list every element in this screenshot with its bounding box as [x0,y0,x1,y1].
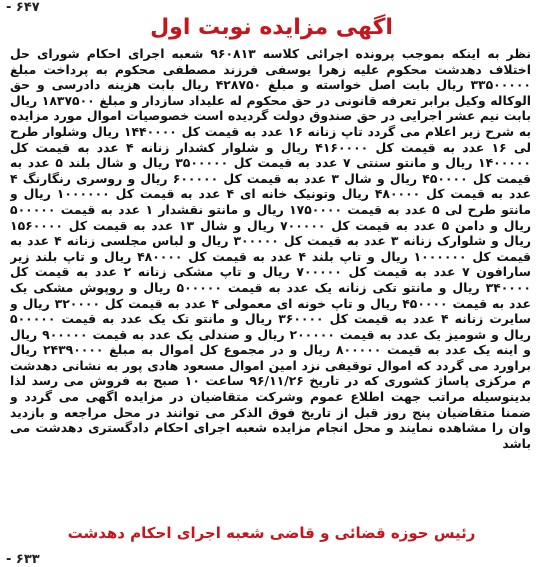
signature-line [10,519,533,547]
notice-title: اگهی مزایده نوبت اول [150,14,393,40]
page-number-bottom: - ۶۳۳ [6,552,40,567]
notice-body: نظر به اینکه بموجب پرونده اجرائی کلاسه ۹۶۰۸۱۳ شعبه اجرای احکام شورای حل اختلاف دهدشت محکوم علیه زهرا یوسفی فرزند مصطفی محکوم به پرداخت مبلغ ۳۳۵۰۰۰۰۰ ریال بابت اصل خواسته و مبلغ ۴۲۸۷۵۰ ریال بابت هزینه دادرسی و حق الوکاله وکیل برابر تعرفه قانونی در حق محکوم له علیداد سازدار و مبلغ ۱۸۳۷۵۰۰ ریال بابت نیم عشر اجرایی در حق صندوق دولت گردیده است خصوصیات اموال مورد مزایده به شرح زیر اعلام می گردد تاپ زنانه ۱۶ عدد به قیمت کل ۱۴۴۰۰۰۰ ریال وشلوار طرح لی ۱۶ عدد به قیمت کل ۴۱۶۰۰۰۰ ریال و شلوار کشدار زنانه ۴ عدد به قیمت کل ۱۴۰۰۰۰۰ ریال و مانتو سنتی ۷ عدد به قیمت کل ۳۵۰۰۰۰۰ ریال و شال بلند ۵ عدد به قیمت کل ۴۵۰۰۰۰ ریال و شال ۳ عدد به قیمت کل ۶۰۰۰۰۰ ریال و روسری رنگارنگ ۴ عدد به قیمت کل ۴۸۰۰۰۰ ریال وتونیک خانه ای ۴ عدد به قیمت کل ۱۰۰۰۰۰۰ ریال و مانتو طرح لی ۵ عدد به قیمت ۱۷۵۰۰۰۰ ریال و مانتو نقشدار ۱ عدد به قیمت ۵۰۰۰۰۰ ریال و دامن ۵ عدد به قیمت کل ۷۰۰۰۰۰ ریال و شال ۱۳ عدد به قیمت کل ۱۵۶۰۰۰۰ ریال و شلوارک زنانه ۳ عدد به قیمت کل ۳۰۰۰۰۰ ریال و لباس مجلسی زنانه ۴ عدد به قیمت کل ۱۰۰۰۰۰۰ ریال و تاپ بلند ۴ عدد به قیمت کل ۴۸۰۰۰۰ ریال و تاپ بلند زیر سارافون ۷ عدد به قیمت کل ۷۰۰۰۰۰ ریال و تاپ مشکی زنانه ۲ عدد به قیمت کل ۳۴۰۰۰۰ ریال و مانتو تکی زنانه یک عدد به قیمت ۵۰۰۰۰۰ ریال و روپوش مشکی یک عدد به قیمت ۴۵۰۰۰۰ ریال و تاپ خونه ای معمولی ۴ عدد به قیمت کل ۳۲۰۰۰۰ ریال و سایرت زنانه ۴ عدد به قیمت کل ۳۶۰۰۰۰ ریال و مانتو تک یک عدد به قیمت ۵۰۰۰۰۰ ریال و شومیز یک عدد به قیمت ۲۰۰۰۰۰ ریال و صندلی یک عدد به قیمت ۹۰۰۰۰۰ ریال و اینه یک عدد به قیمت ۸۰۰۰۰۰ ریال و در مجموع کل اموال به مبلغ ۲۴۳۹۰۰۰۰ ریال براورد می گردد که اموال توقیفی نزد امین اموال مسعود هادی پور به نشانی دهدشت م مرکزی پاساژ کشوری که در تاریخ ۹۶/۱۱/۲۶ ساعت ۱۰ صبح به فروش می رسد لذا بدینوسیله مراتب جهت اطلاع عموم وشرکت متقاضیان در مزایده اگهی می گردد و ضمنا متقاضیان پنج روز قبل از تاریخ فوق الذکر می توانند در محل مراجعه و بازدید وان را مشاهده نمایند و محل انجام مزایده شعبه اجرای احکام دادگستری دهدشت می باشد [10,46,531,451]
title-bar [10,10,533,44]
signature-text: رئیس حوزه قضائی و قاضی شعبه اجرای احکام دهدشت [67,524,476,542]
page-number-top: - ۶۴۷ [6,0,40,15]
